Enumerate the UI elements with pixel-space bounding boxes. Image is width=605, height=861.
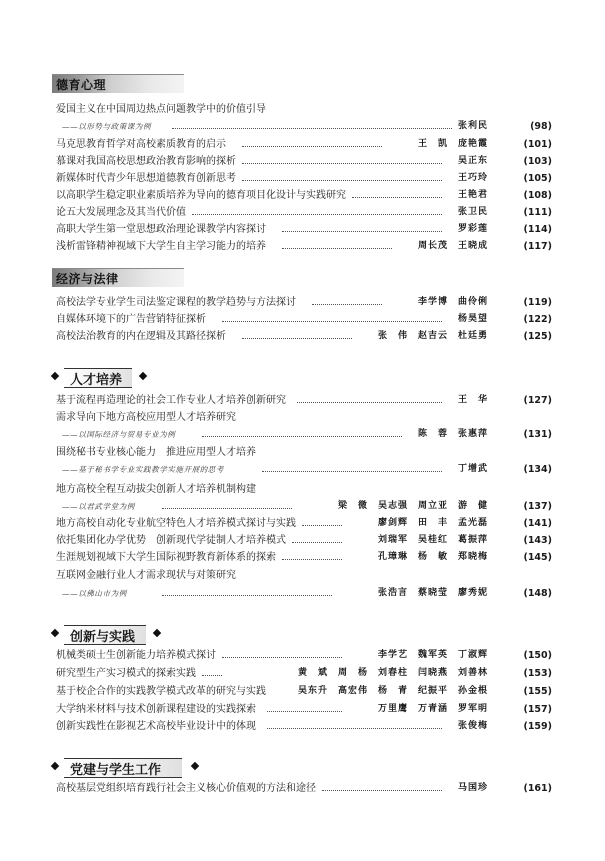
toc-entry[interactable] xyxy=(52,445,552,460)
entry-author: 黄 斌 周 杨 刘春柱 闫晓燕 刘善林 xyxy=(294,666,488,681)
entry-title: 慕课对我国高校思想政治教育影响的探析 xyxy=(56,156,236,167)
entry-title: 研究型生产实习模式的探索实践 xyxy=(56,668,196,679)
entry-title: 生涯规划视域下大学生国际视野教育新体系的探索 xyxy=(56,552,276,563)
leader-dots xyxy=(322,790,442,791)
entry-page: (143) xyxy=(523,535,552,546)
entry-author: 吴正东 xyxy=(454,154,488,169)
entry-author: 张卫民 xyxy=(454,205,488,220)
toc-entry[interactable] xyxy=(52,499,552,514)
toc-entry[interactable] xyxy=(52,533,552,548)
entry-author: 刘瑞军 吴桂红 葛振萍 xyxy=(374,533,488,548)
leader-dots xyxy=(192,214,442,215)
toc-entry[interactable] xyxy=(52,137,552,152)
entry-title: 依托集团化办学优势 创新现代学徒制人才培养模式 xyxy=(56,535,286,546)
section-header-talent xyxy=(52,368,162,388)
entry-page: (155) xyxy=(523,686,552,697)
entry-author: 梁 微 吴志强 周立亚 游 健 xyxy=(334,499,488,514)
entry-title: 浅析雷锋精神视域下大学生自主学习能力的培养 xyxy=(56,241,266,252)
entry-title: 高校基层党组织培育践行社会主义核心价值观的方法和途径 xyxy=(56,783,316,794)
leader-dots xyxy=(292,542,342,543)
section-title: 经济与法律 xyxy=(56,272,119,286)
leader-dots xyxy=(302,525,342,526)
leader-dots xyxy=(162,595,332,596)
entry-author: 廖剑辉 田 丰 孟光磊 xyxy=(374,516,488,531)
entry-subtitle: ——以君武学堂为例 xyxy=(62,502,135,511)
entry-author: 李学艺 魏军英 丁淑辉 xyxy=(374,648,488,663)
toc-entry[interactable] xyxy=(52,329,552,344)
leader-dots xyxy=(202,436,402,437)
toc-entry[interactable] xyxy=(52,684,552,699)
leader-dots xyxy=(222,657,342,658)
leader-dots xyxy=(162,508,292,509)
entry-title: 论五大发展理念及其当代价值 xyxy=(56,207,186,218)
leader-dots xyxy=(267,711,342,712)
entry-page: (157) xyxy=(523,704,552,715)
diamond-icon xyxy=(51,762,59,770)
diamond-icon xyxy=(51,372,59,380)
entry-page: (145) xyxy=(523,552,552,563)
leader-dots xyxy=(242,338,352,339)
toc-entry[interactable] xyxy=(52,205,552,220)
toc-entry[interactable] xyxy=(52,119,552,134)
entry-author: 李学博 曲伶俐 xyxy=(414,295,488,310)
toc-entry[interactable] xyxy=(52,188,552,203)
toc-entry[interactable] xyxy=(52,568,552,583)
entry-author: 吴东升 高宏伟 杨 青 纪振平 孙金根 xyxy=(294,684,488,699)
leader-dots xyxy=(262,471,442,472)
entry-title: 马克思教育哲学对高校素质教育的启示 xyxy=(56,139,226,150)
toc-entry[interactable] xyxy=(52,550,552,565)
entry-page: (134) xyxy=(523,464,552,475)
entry-title: 地方高校全程互动拔尖创新人才培养机制构建 xyxy=(56,484,256,495)
leader-dots xyxy=(282,559,342,560)
entry-subtitle: ——以佛山市为例 xyxy=(62,589,127,598)
toc-entry[interactable] xyxy=(52,295,552,310)
toc-entry[interactable] xyxy=(52,171,552,186)
entry-page: (150) xyxy=(523,650,552,661)
section-title-box xyxy=(64,625,146,645)
leader-dots xyxy=(312,304,382,305)
section-title-box xyxy=(64,758,182,778)
entry-title: 高职大学生第一堂思想政治理论课教学内容探讨 xyxy=(56,224,266,235)
toc-entry[interactable] xyxy=(52,154,552,169)
leader-dots xyxy=(352,197,442,198)
toc-entry[interactable] xyxy=(52,393,552,408)
entry-author: 王 华 xyxy=(454,393,488,408)
entry-subtitle: ——以国际经济与贸易专业为例 xyxy=(62,430,176,439)
entry-author: 孔璋琳 杨 敏 郑晓梅 xyxy=(374,550,488,565)
toc-entry[interactable] xyxy=(52,102,552,117)
entry-page: (105) xyxy=(523,173,552,184)
diamond-icon xyxy=(153,629,161,637)
entry-title: 大学纳米材料与技术创新课程建设的实践探索 xyxy=(56,704,256,715)
leader-dots xyxy=(242,146,382,147)
section-header-party-student xyxy=(52,758,222,778)
section-title: 创新与实践 xyxy=(70,630,136,645)
entry-author: 马国珍 xyxy=(454,781,488,796)
toc-entry[interactable] xyxy=(52,222,552,237)
entry-page: (127) xyxy=(523,395,552,406)
diamond-icon xyxy=(139,372,147,380)
toc-entry[interactable] xyxy=(52,719,552,734)
entry-title: 需求导向下地方高校应用型人才培养研究 xyxy=(56,412,236,423)
toc-entry[interactable] xyxy=(52,410,552,425)
section-header-innovation xyxy=(52,625,182,645)
section-title: 人才培养 xyxy=(70,373,123,388)
entry-author: 王巧玲 xyxy=(454,171,488,186)
entry-author: 陈 蓉 张惠萍 xyxy=(414,427,488,442)
entry-title: 高校法治教育的内在逻辑及其路径探析 xyxy=(56,331,226,342)
entry-title: 创新实践性在影视艺术高校毕业设计中的体现 xyxy=(56,721,256,732)
entry-title: 围绕秘书专业核心能力 推进应用型人才培养 xyxy=(56,447,256,458)
toc-entry[interactable] xyxy=(52,781,552,796)
leader-dots xyxy=(242,163,442,164)
toc-entry[interactable] xyxy=(52,648,552,663)
toc-entry[interactable] xyxy=(52,702,552,717)
entry-page: (137) xyxy=(523,501,552,512)
leader-dots xyxy=(242,180,442,181)
entry-author: 罗彩莲 xyxy=(454,222,488,237)
entry-page: (114) xyxy=(523,224,552,235)
entry-page: (161) xyxy=(523,783,552,794)
entry-author: 丁增武 xyxy=(454,462,488,477)
leader-dots xyxy=(297,402,442,403)
entry-page: (153) xyxy=(523,668,552,679)
entry-page: (103) xyxy=(523,156,552,167)
entry-page: (122) xyxy=(523,314,552,325)
toc-entry[interactable] xyxy=(52,666,552,681)
leader-dots xyxy=(202,675,222,676)
entry-page: (108) xyxy=(523,190,552,201)
entry-author: 张利民 xyxy=(454,119,488,134)
entry-subtitle: ——基于秘书学专业实践教学实施开展的思考 xyxy=(62,465,224,474)
entry-page: (119) xyxy=(523,297,552,308)
entry-title: 自媒体环境下的广告营销特征探析 xyxy=(56,314,206,325)
entry-title: 以高职学生稳定职业素质培养为导向的德育项目化设计与实践研究 xyxy=(56,190,346,201)
entry-page: (101) xyxy=(523,139,552,150)
leader-dots xyxy=(222,321,442,322)
entry-page: (148) xyxy=(523,588,552,599)
section-title-box xyxy=(64,368,132,388)
toc-entry[interactable] xyxy=(52,312,552,327)
toc-entry[interactable] xyxy=(52,462,552,477)
entry-author: 杨昊望 xyxy=(454,312,488,327)
entry-author: 张 伟 赵吉云 杜廷勇 xyxy=(374,329,488,344)
entry-subtitle: ——以形势与政策课为例 xyxy=(62,122,152,131)
entry-author: 万里鹰 万青涵 罗军明 xyxy=(374,702,488,717)
toc-entry[interactable] xyxy=(52,482,552,497)
toc-entry[interactable] xyxy=(52,427,552,442)
entry-title: 基于校企合作的实践教学模式改革的研究与实践 xyxy=(56,686,266,697)
toc-entry[interactable] xyxy=(52,516,552,531)
leader-dots xyxy=(267,728,442,729)
section-title: 党建与学生工作 xyxy=(70,763,162,778)
toc-entry[interactable] xyxy=(52,239,552,254)
entry-title: 互联网金融行业人才需求现状与对策研究 xyxy=(56,570,236,581)
entry-page: (117) xyxy=(523,241,552,252)
leader-dots xyxy=(282,231,442,232)
section-title: 德育心理 xyxy=(56,78,107,92)
entry-page: (125) xyxy=(523,331,552,342)
entry-author: 王 凯 庞艳霞 xyxy=(414,137,488,152)
entry-author: 周长茂 王晓成 xyxy=(414,239,488,254)
entry-title: 爱国主义在中国周边热点问题教学中的价值引导 xyxy=(56,104,266,115)
leader-dots xyxy=(172,128,452,129)
section-header-moral xyxy=(52,74,184,93)
diamond-icon xyxy=(191,762,199,770)
section-header-economy-law xyxy=(52,268,184,287)
entry-page: (111) xyxy=(523,207,552,218)
entry-author: 王艳君 xyxy=(454,188,488,203)
entry-title: 基于流程再造理论的社会工作专业人才培养创新研究 xyxy=(56,395,286,406)
diamond-icon xyxy=(51,629,59,637)
entry-title: 机械类硕士生创新能力培养模式探讨 xyxy=(56,650,216,661)
entry-page: (159) xyxy=(523,721,552,732)
entry-page: (141) xyxy=(523,518,552,529)
entry-title: 新媒体时代青少年思想道德教育创新思考 xyxy=(56,173,236,184)
toc-entry[interactable] xyxy=(52,586,552,601)
entry-title: 地方高校自动化专业航空特色人才培养模式探讨与实践 xyxy=(56,518,296,529)
leader-dots xyxy=(282,248,392,249)
entry-author: 张俊梅 xyxy=(454,719,488,734)
entry-page: (98) xyxy=(530,121,552,132)
entry-author: 张浩言 蔡晓莹 廖秀妮 xyxy=(374,586,488,601)
entry-page: (131) xyxy=(523,429,552,440)
entry-title: 高校法学专业学生司法鉴定课程的教学趋势与方法探讨 xyxy=(56,297,296,308)
